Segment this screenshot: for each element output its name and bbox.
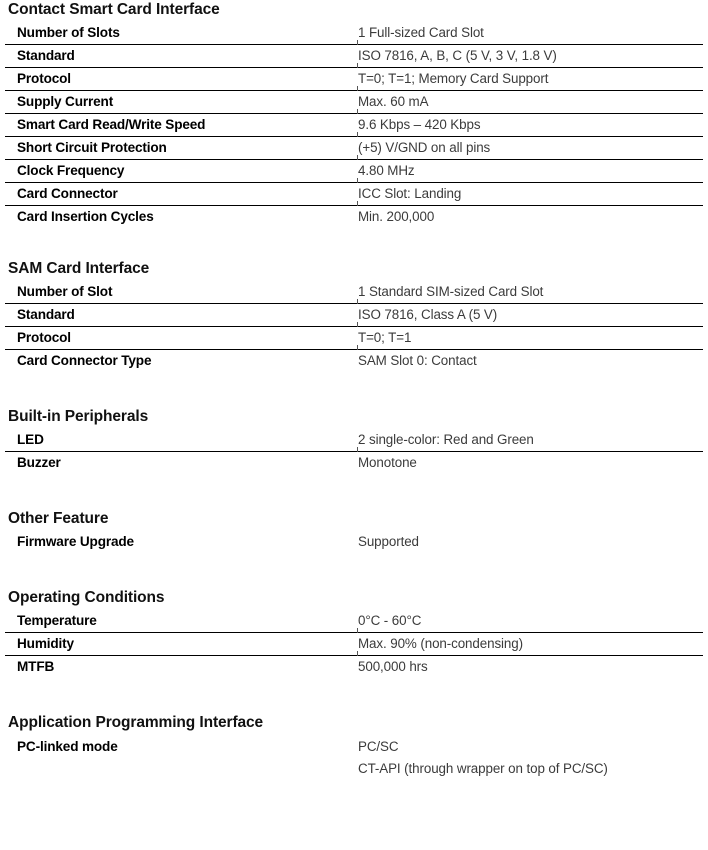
row-value: ISO 7816, A, B, C (5 V, 3 V, 1.8 V)	[358, 48, 557, 63]
section-heading: Built-in Peripherals	[8, 408, 149, 425]
row-label: Card Insertion Cycles	[17, 209, 154, 224]
table-row	[5, 735, 703, 779]
section-operating-conditions	[0, 588, 708, 679]
section-heading: SAM Card Interface	[8, 260, 150, 277]
row-value	[357, 735, 703, 780]
row-value: T=0; T=1; Memory Card Support	[358, 71, 549, 86]
row-label: PC-linked mode	[17, 739, 118, 754]
row-value: 0°C - 60°C	[358, 613, 422, 628]
table-row	[5, 114, 703, 137]
row-value-line: CT-API (through wrapper on top of PC/SC)	[358, 761, 608, 776]
row-label: Card Connector	[17, 186, 118, 201]
spec-rows	[5, 429, 703, 475]
row-label: Number of Slots	[17, 25, 120, 40]
section-sam-card-interface	[0, 259, 708, 373]
section-gap	[0, 554, 708, 588]
row-value: 1 Standard SIM-sized Card Slot	[358, 284, 544, 299]
table-row	[5, 206, 703, 229]
row-label: Firmware Upgrade	[17, 534, 134, 549]
section-other-feature	[0, 509, 708, 554]
section-heading: Operating Conditions	[8, 589, 165, 606]
table-row	[5, 429, 703, 452]
spec-rows	[5, 735, 703, 779]
table-row	[5, 633, 703, 656]
row-value: Max. 90% (non-condensing)	[358, 636, 523, 651]
row-value: ISO 7816, Class A (5 V)	[358, 307, 498, 322]
row-value: (+5) V/GND on all pins	[358, 140, 491, 155]
table-row	[5, 137, 703, 160]
row-value: Max. 60 mA	[358, 94, 429, 109]
spec-rows	[5, 531, 703, 554]
row-value: Min. 200,000	[358, 209, 435, 224]
section-heading: Other Feature	[8, 510, 109, 527]
table-row	[5, 656, 703, 679]
row-label: Temperature	[17, 613, 97, 628]
row-value: ICC Slot: Landing	[358, 186, 462, 201]
row-value: T=0; T=1	[358, 330, 412, 345]
row-value: 4.80 MHz	[358, 163, 415, 178]
row-value-line: PC/SC	[358, 739, 399, 754]
table-row	[5, 304, 703, 327]
row-label: Humidity	[17, 636, 74, 651]
row-label: LED	[17, 432, 44, 447]
row-value: SAM Slot 0: Contact	[358, 353, 477, 368]
table-row	[5, 45, 703, 68]
row-label: MTFB	[17, 659, 55, 674]
section-gap	[0, 373, 708, 407]
section-gap	[0, 679, 708, 713]
section-heading: Application Programming Interface	[8, 714, 264, 731]
row-label: Standard	[17, 48, 75, 63]
section-gap	[0, 229, 708, 259]
row-label: Standard	[17, 307, 75, 322]
row-value: 2 single-color: Red and Green	[358, 432, 534, 447]
spec-rows	[5, 610, 703, 679]
table-row	[5, 183, 703, 206]
table-row	[5, 350, 703, 373]
table-row	[5, 531, 703, 554]
row-label: Clock Frequency	[17, 163, 125, 178]
row-value: 1 Full-sized Card Slot	[358, 25, 484, 40]
row-label: Protocol	[17, 71, 71, 86]
table-row	[5, 281, 703, 304]
section-application-programming-interface	[0, 713, 708, 779]
row-label: Supply Current	[17, 94, 114, 109]
table-row	[5, 68, 703, 91]
table-row	[5, 452, 703, 475]
section-built-in-peripherals	[0, 407, 708, 475]
section-gap	[0, 475, 708, 509]
section-heading: Contact Smart Card Interface	[8, 1, 220, 18]
table-row	[5, 91, 703, 114]
table-row	[5, 160, 703, 183]
row-label: Buzzer	[17, 455, 61, 470]
row-label: Card Connector Type	[17, 353, 152, 368]
row-value: Monotone	[358, 455, 417, 470]
row-label: Protocol	[17, 330, 71, 345]
row-label: Short Circuit Protection	[17, 140, 167, 155]
row-value: Supported	[358, 534, 419, 549]
table-row	[5, 327, 703, 350]
table-row	[5, 610, 703, 633]
spec-rows	[5, 281, 703, 373]
section-contact-smart-card-interface	[0, 0, 708, 229]
table-row	[5, 22, 703, 45]
row-value: 500,000 hrs	[358, 659, 428, 674]
row-label: Smart Card Read/Write Speed	[17, 117, 206, 132]
row-value: 9.6 Kbps – 420 Kbps	[358, 117, 481, 132]
spec-rows	[5, 22, 703, 229]
row-label: Number of Slot	[17, 284, 113, 299]
